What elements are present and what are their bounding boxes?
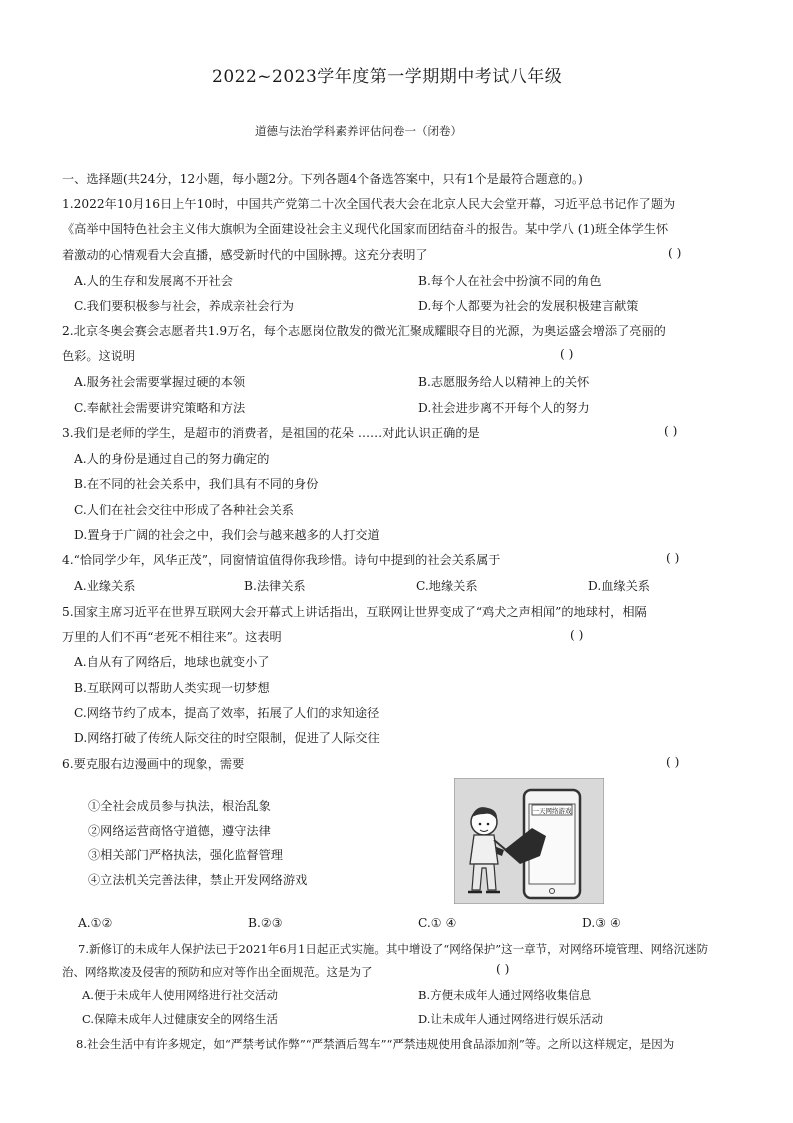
q4-option-b[interactable]: B.法律关系	[244, 579, 306, 593]
q2-option-b[interactable]: B.志愿服务给人以精神上的关怀	[418, 375, 590, 389]
section-heading: 一、选择题(共24分，12小题，每小题2分。下列各题4个备选答案中，只有1个是最符合题意的。)	[62, 172, 583, 186]
q7-stem-line: 治、网络欺凌及侵害的预防和应对等作出全面规范。这是为了	[62, 965, 373, 979]
q5-option-c[interactable]: C.网络节约了成本，提高了效率，拓展了人们的求知途径	[74, 706, 380, 720]
q3-option-a[interactable]: A.人的身份是通过自己的努力确定的	[74, 452, 270, 466]
answer-blank[interactable]: ( )	[560, 347, 574, 361]
q6-statement: ②网络运营商恪守道德，遵守法律	[88, 824, 271, 838]
q4-stem-line: 4.“恰同学少年，风华正茂”，同窗情谊值得你我珍惜。诗句中提到的社会关系属于	[62, 553, 501, 567]
q5-option-b[interactable]: B.互联网可以帮助人类实现一切梦想	[74, 681, 270, 695]
q3-option-d[interactable]: D.置身于广阔的社会之中，我们会与越来越多的人打交道	[74, 528, 380, 542]
q6-statement: ③相关部门严格执法，强化监督管理	[88, 848, 283, 862]
q6-statement: ①全社会成员参与执法，根治乱象	[88, 799, 271, 813]
q6-statement: ④立法机关完善法律，禁止开发网络游戏	[88, 873, 308, 887]
q7-option-a[interactable]: A.便于未成年人使用网络进行社交活动	[82, 988, 278, 1002]
q1-stem-line: 《高举中国特色社会主义伟大旗帜为全面建设社会主义现代化国家而团结奋斗的报告。某中学八 (1)班全体学生怀	[62, 222, 669, 236]
q4-option-a[interactable]: A.业缘关系	[74, 579, 136, 593]
q2-stem-line: 2.北京冬奥会赛会志愿者共1.9万名，每个志愿岗位散发的微光汇聚成耀眼夺目的光源，为奥运盛会增添了亮丽的	[62, 324, 666, 338]
q7-option-d[interactable]: D.让未成年人通过网络进行娱乐活动	[418, 1012, 603, 1026]
q6-option-c[interactable]: C.① ④	[418, 916, 457, 930]
q6-option-b[interactable]: B.②③	[248, 916, 283, 930]
q6-stem-line: 6.要克服右边漫画中的现象，需要	[62, 757, 245, 771]
page-title: 2022~2023学年度第一学期期中考试八年级	[212, 67, 563, 87]
q5-stem-line: 5.国家主席习近平在世界互联网大会开幕式上讲话指出，互联网让世界变成了“鸡犬之声相闻”的地球村，相隔	[62, 605, 647, 619]
q1-option-a[interactable]: A.人的生存和发展离不开社会	[74, 274, 233, 288]
cartoon-drawing	[454, 778, 604, 904]
q2-option-d[interactable]: D.社会进步离不开每个人的努力	[418, 401, 590, 415]
q1-option-c[interactable]: C.我们要积极参与社会，养成亲社会行为	[74, 299, 294, 313]
answer-blank[interactable]: ( )	[570, 628, 584, 642]
q3-option-c[interactable]: C.人们在社会交往中形成了各种社会关系	[74, 503, 294, 517]
q7-option-c[interactable]: C.保障未成年人过健康安全的网络生活	[82, 1012, 279, 1026]
answer-blank[interactable]: ( )	[496, 962, 510, 976]
q1-stem-line: 着激动的心情观看大会直播，感受新时代的中国脉搏。这充分表明了	[62, 248, 428, 262]
q8-stem-line: 8.社会生活中有许多规定，如“严禁考试作弊”“严禁酒后驾车”“严禁违规使用食品添加剂”等。之所以这样规定，是因为	[76, 1037, 675, 1051]
q5-option-a[interactable]: A.自从有了网络后，地球也就变小了	[74, 655, 270, 669]
cartoon-image	[454, 778, 604, 904]
q4-option-c[interactable]: C.地缘关系	[416, 579, 478, 593]
q6-option-a[interactable]: A.①②	[78, 916, 113, 930]
q5-option-d[interactable]: D.网络打破了传统人际交往的时空限制，促进了人际交往	[74, 731, 380, 745]
q7-stem-line: 7.新修订的未成年人保护法已于2021年6月1日起正式实施。其中增设了“网络保护”这一章节，对网络环境管理、网络沉迷防	[78, 942, 709, 956]
answer-blank[interactable]: ( )	[668, 246, 682, 260]
page-subtitle: 道德与法治学科素养评估问卷一（闭卷）	[255, 124, 462, 138]
q3-stem-line: 3.我们是老师的学生，是超市的消费者，是祖国的花朵 ……对此认识正确的是	[62, 426, 480, 440]
q1-stem-line: 1.2022年10月16日上午10时，中国共产党第二十次全国代表大会在北京人民大会堂开幕，习近平总书记作了题为	[62, 197, 676, 211]
answer-blank[interactable]: ( )	[666, 755, 680, 769]
q4-option-d[interactable]: D.血缘关系	[588, 579, 650, 593]
cartoon-screen-label: 一天网络游戏	[532, 807, 572, 815]
q1-option-b[interactable]: B.每个人在社会中扮演不同的角色	[418, 274, 602, 288]
q2-stem-line: 色彩。这说明	[62, 349, 136, 363]
q7-option-b[interactable]: B.方便未成年人通过网络收集信息	[418, 988, 592, 1002]
answer-blank[interactable]: ( )	[666, 551, 680, 565]
answer-blank[interactable]: ( )	[664, 424, 678, 438]
q1-option-d[interactable]: D.每个人都要为社会的发展积极建言献策	[418, 299, 639, 313]
q5-stem-line: 万里的人们不再“老死不相往来”。这表明	[62, 630, 282, 644]
q2-option-c[interactable]: C.奉献社会需要讲究策略和方法	[74, 401, 246, 415]
q2-option-a[interactable]: A.服务社会需要掌握过硬的本领	[74, 375, 246, 389]
q6-option-d[interactable]: D.③ ④	[582, 916, 621, 930]
q3-option-b[interactable]: B.在不同的社会关系中，我们具有不同的身份	[74, 477, 319, 491]
